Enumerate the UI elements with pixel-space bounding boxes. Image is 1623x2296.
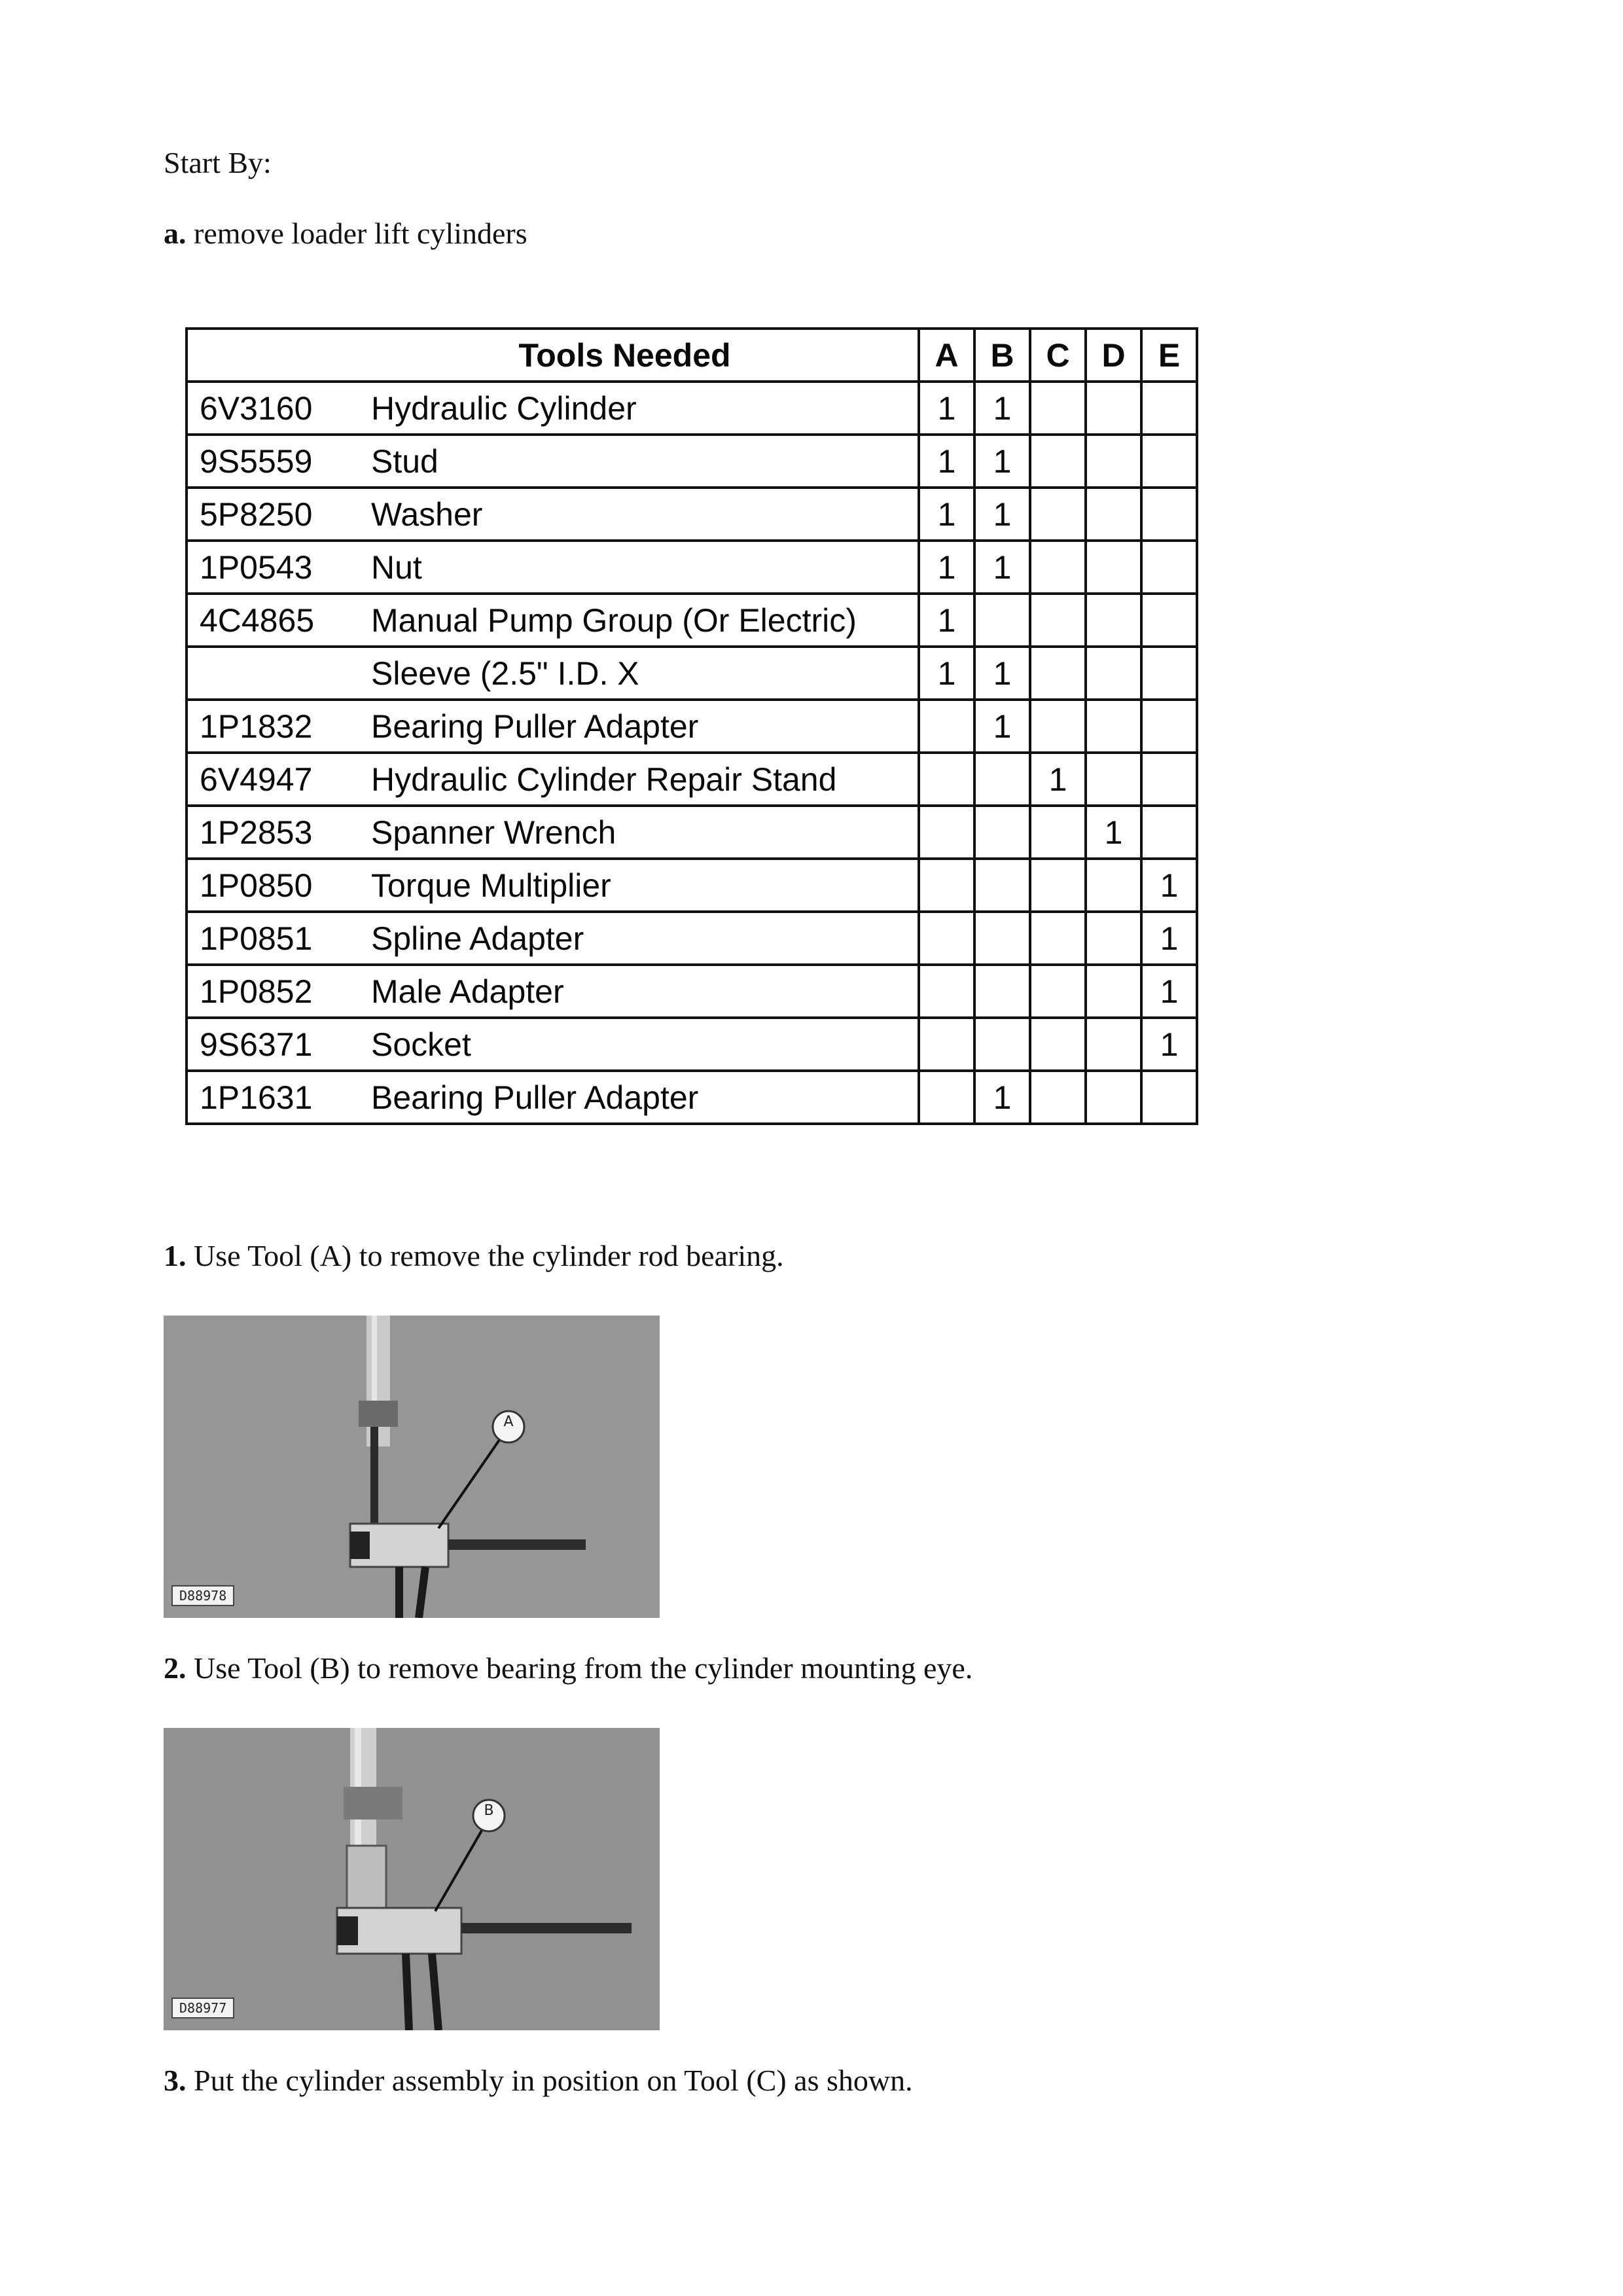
qty-cell-e (1141, 753, 1197, 806)
qty-cell-b (974, 912, 1030, 965)
tool-description-cell (187, 488, 919, 541)
part-number: 1P1832 (200, 708, 313, 745)
qty-cell-b (974, 1018, 1030, 1071)
tools-needed-table (185, 327, 1198, 1125)
qty-cell-d (1086, 753, 1141, 806)
qty-cell-c (1030, 965, 1086, 1018)
qty-cell-d (1086, 1018, 1141, 1071)
qty-cell-a (919, 1071, 974, 1124)
part-number: 1P2853 (200, 814, 313, 851)
qty-cell-c (1030, 541, 1086, 594)
qty-cell-a: 1 (919, 541, 974, 594)
start-by-heading: Start By: (164, 146, 272, 179)
tool-row (187, 965, 1197, 1018)
qty-cell-d (1086, 859, 1141, 912)
tool-row (187, 488, 1197, 541)
tool-description-cell (187, 594, 919, 647)
tool-description: Bearing Puller Adapter (371, 1079, 699, 1116)
qty-cell-b (974, 806, 1030, 859)
part-number: 1P1631 (200, 1079, 313, 1116)
tool-description-cell (187, 435, 919, 488)
qty-cell-c (1030, 488, 1086, 541)
qty-cell-d (1086, 435, 1141, 488)
callout-a-label: A (503, 1414, 514, 1430)
qty-cell-a (919, 753, 974, 806)
qty-cell-e (1141, 382, 1197, 435)
qty-cell-e (1141, 806, 1197, 859)
tool-description-cell (187, 965, 919, 1018)
col-header-e: E (1141, 329, 1197, 382)
qty-cell-e: 1 (1141, 912, 1197, 965)
figure-tool-a-photo (164, 1316, 660, 1618)
tool-row (187, 647, 1197, 700)
tool-description: Male Adapter (371, 973, 564, 1010)
part-number: 6V3160 (200, 389, 313, 427)
qty-cell-d (1086, 594, 1141, 647)
qty-cell-b: 1 (974, 382, 1030, 435)
qty-cell-b (974, 594, 1030, 647)
qty-cell-a (919, 806, 974, 859)
part-number: 5P8250 (200, 495, 313, 533)
tool-description-cell (187, 753, 919, 806)
step-2-text: Use Tool (B) to remove bearing from the cylinder mounting eye. (194, 1651, 973, 1685)
tools-table-header (187, 329, 1197, 382)
step-2 (164, 1651, 972, 1685)
qty-cell-d (1086, 965, 1141, 1018)
qty-cell-a: 1 (919, 488, 974, 541)
qty-cell-e (1141, 647, 1197, 700)
qty-cell-c (1030, 859, 1086, 912)
part-number: 9S5559 (200, 442, 313, 480)
step-1-text: Use Tool (A) to remove the cylinder rod bearing. (194, 1239, 784, 1272)
qty-cell-d: 1 (1086, 806, 1141, 859)
qty-cell-a (919, 700, 974, 753)
tool-description: Stud (371, 442, 438, 480)
qty-cell-d (1086, 541, 1141, 594)
qty-cell-a: 1 (919, 594, 974, 647)
qty-cell-d (1086, 700, 1141, 753)
tool-description: Hydraulic Cylinder (371, 389, 637, 427)
qty-cell-d (1086, 488, 1141, 541)
tool-description: Nut (371, 548, 422, 586)
step-a-text: remove loader lift cylinders (194, 217, 527, 250)
qty-cell-a: 1 (919, 382, 974, 435)
col-header-a: A (919, 329, 974, 382)
part-number: 6V4947 (200, 761, 313, 798)
step-3-text: Put the cylinder assembly in position on Tool (C) as shown. (194, 2064, 913, 2097)
part-number: 1P0852 (200, 973, 313, 1010)
col-header-d: D (1086, 329, 1141, 382)
qty-cell-d (1086, 647, 1141, 700)
tool-description: Hydraulic Cylinder Repair Stand (371, 761, 837, 798)
qty-cell-c (1030, 912, 1086, 965)
qty-cell-a: 1 (919, 435, 974, 488)
figure-tool-b-photo (164, 1728, 660, 2030)
qty-cell-e: 1 (1141, 859, 1197, 912)
qty-cell-a: 1 (919, 647, 974, 700)
tool-description: Manual Pump Group (Or Electric) (371, 601, 857, 639)
col-header-b: B (974, 329, 1030, 382)
tools-table-title: Tools Needed (187, 329, 919, 382)
qty-cell-c (1030, 700, 1086, 753)
qty-cell-d (1086, 912, 1141, 965)
col-header-c: C (1030, 329, 1086, 382)
qty-cell-b (974, 965, 1030, 1018)
tool-description-cell (187, 806, 919, 859)
tool-row (187, 594, 1197, 647)
tool-row (187, 912, 1197, 965)
step-1 (164, 1238, 784, 1273)
part-number: 1P0850 (200, 867, 313, 904)
qty-cell-b (974, 753, 1030, 806)
tool-description: Spanner Wrench (371, 814, 616, 851)
tool-row (187, 806, 1197, 859)
tool-description: Spline Adapter (371, 920, 584, 957)
part-number: 9S6371 (200, 1026, 313, 1063)
qty-cell-b (974, 859, 1030, 912)
figure-number-label: D88978 (171, 1585, 234, 1606)
tool-row (187, 382, 1197, 435)
qty-cell-a (919, 965, 974, 1018)
qty-cell-e: 1 (1141, 1018, 1197, 1071)
qty-cell-c (1030, 1018, 1086, 1071)
tool-row (187, 859, 1197, 912)
tool-row (187, 541, 1197, 594)
tool-description-cell (187, 382, 919, 435)
step-a-number: a. (164, 217, 187, 250)
qty-cell-b: 1 (974, 435, 1030, 488)
tool-description-cell (187, 1018, 919, 1071)
qty-cell-b: 1 (974, 541, 1030, 594)
tool-description-cell (187, 647, 919, 700)
tool-row (187, 1071, 1197, 1124)
qty-cell-d (1086, 1071, 1141, 1124)
tool-description-cell (187, 859, 919, 912)
qty-cell-c: 1 (1030, 753, 1086, 806)
tool-description: Torque Multiplier (371, 867, 611, 904)
step-a (164, 216, 527, 251)
tool-description-cell (187, 912, 919, 965)
qty-cell-e (1141, 541, 1197, 594)
qty-cell-b: 1 (974, 1071, 1030, 1124)
part-number: 1P0543 (200, 548, 313, 586)
tool-description-cell (187, 541, 919, 594)
qty-cell-b: 1 (974, 647, 1030, 700)
tool-description: Sleeve (2.5" I.D. X (371, 655, 639, 692)
step-3 (164, 2063, 913, 2098)
tool-row (187, 700, 1197, 753)
qty-cell-c (1030, 435, 1086, 488)
part-number: 1P0851 (200, 920, 313, 957)
figure-number-label: D88977 (171, 1998, 234, 2018)
qty-cell-a (919, 912, 974, 965)
qty-cell-e (1141, 700, 1197, 753)
qty-cell-e (1141, 594, 1197, 647)
qty-cell-c (1030, 647, 1086, 700)
qty-cell-e (1141, 488, 1197, 541)
qty-cell-b: 1 (974, 488, 1030, 541)
tool-description: Washer (371, 495, 483, 533)
qty-cell-e (1141, 1071, 1197, 1124)
step-1-number: 1. (164, 1239, 187, 1272)
tool-description-cell (187, 700, 919, 753)
qty-cell-a (919, 1018, 974, 1071)
tool-description: Socket (371, 1026, 471, 1063)
qty-cell-d (1086, 382, 1141, 435)
step-3-number: 3. (164, 2064, 187, 2097)
part-number: 4C4865 (200, 601, 315, 639)
tool-row (187, 753, 1197, 806)
qty-cell-b: 1 (974, 700, 1030, 753)
tool-row (187, 1018, 1197, 1071)
qty-cell-e: 1 (1141, 965, 1197, 1018)
step-2-number: 2. (164, 1651, 187, 1685)
callout-b-label: B (484, 1803, 494, 1819)
qty-cell-c (1030, 382, 1086, 435)
qty-cell-a (919, 859, 974, 912)
qty-cell-e (1141, 435, 1197, 488)
tool-description: Bearing Puller Adapter (371, 708, 699, 745)
qty-cell-c (1030, 594, 1086, 647)
qty-cell-c (1030, 1071, 1086, 1124)
qty-cell-c (1030, 806, 1086, 859)
tool-description-cell (187, 1071, 919, 1124)
tool-row (187, 435, 1197, 488)
